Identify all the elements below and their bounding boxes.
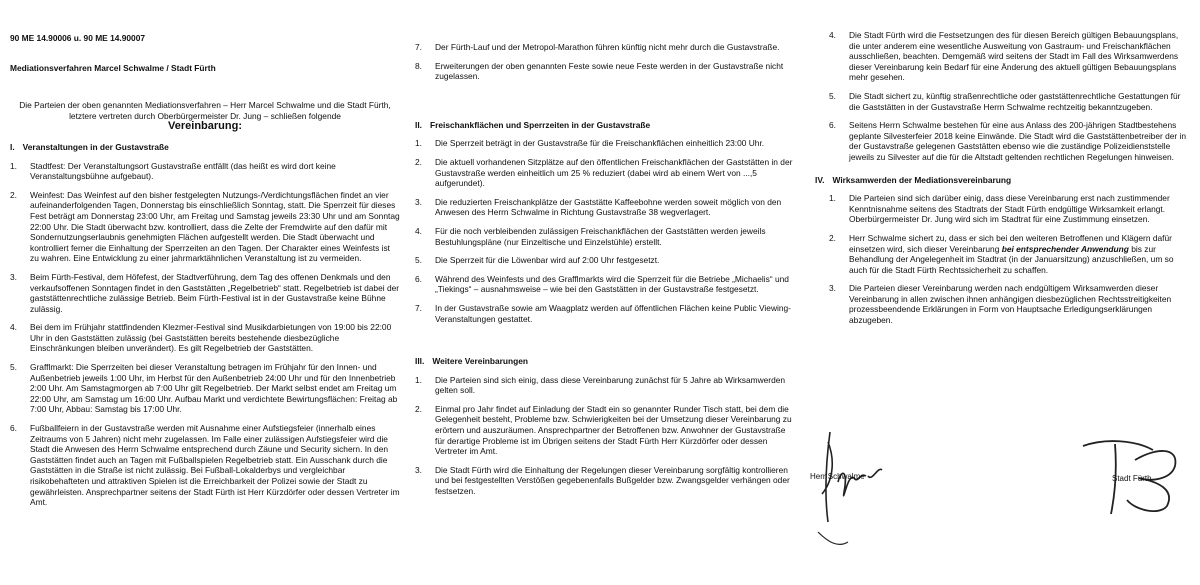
list-item: 1. Die Sperrzeit beträgt in der Gustavstraße für die Freischankflächen einheitlich 23:00 Uhr. <box>415 138 765 149</box>
list-item: 2. Die aktuell vorhandenen Sitzplätze auf den öffentlichen Freischankflächen der Gaststätten in der Gustavstraße werden einheitlich um 25 % reduziert (dabei wird ab einem Wert von ...,5 aufgerundet). <box>415 156 793 189</box>
signature-label-right: Stadt Fürth <box>1112 474 1152 483</box>
section-4-list <box>815 193 1190 326</box>
list-item: 6. Fußballfeiern in der Gustavstraße werden mit Ausnahme einer Aufstiegsfeier (innerhalb eines Zeitraums von 5 Jahren) nicht mehr zugelassen. Im Falle einer zulässigen Aufstiegsfeier wird die Stadt die Anwesen des Herrn Schwalme entsprechend durch Zäune und Security sichern. In den Gaststätten findet auch an Tagen mit Fußballspielen Regelbetrieb statt. Ein Ausschank durch die Gaststätten in die Straße ist nicht zulässig. Bei Fußball-Lokalderbys und vergleichbar risikobehafteten und attraktiven Spielen ist die Erreichbarkeit der Polizei sowie der Stadt zu gewährleisten. Ansprechpartner seitens der Stadt Fürth ist Herr Kürzdörfer oder dessen Vertreter im Amt. <box>10 423 400 508</box>
section-1-continued <box>415 42 793 82</box>
list-item: 5. Grafflmarkt: Die Sperrzeiten bei dieser Veranstaltung betragen im Frühjahr für den Innen- und Außenbetrieb jeweils 1:00 Uhr, im Herbst für den Außenbetrieb 24:00 Uhr und für den Innenbetrieb 2:00 Uhr. Am Samstagmorgen ab 7:00 Uhr gilt Regelbetrieb. Der Markt selbst endet am Freitag um 22:00 Uhr, am Samstag um 16:00 Uhr. Aufbau Markt und verdichtete Bewirtungsflächen: Freitag ab 7:00 Uhr, Abbau: Samstag bis 17:00 Uhr. <box>10 362 398 415</box>
file-reference: 90 ME 14.90006 u. 90 ME 14.90007 <box>10 33 146 43</box>
list-item: 7. In der Gustavstraße sowie am Waagplatz werden auf öffentlichen Flächen keine Public Viewing-Veranstaltungen gestattet. <box>415 302 791 324</box>
list-item: 2. Einmal pro Jahr findet auf Einladung der Stadt ein so genannter Runder Tisch statt, bei dem die Gelegenheit besteht, Probleme bzw. Schwierigkeiten bei der Umsetzung dieser Vereinbarung zu erörtern und auszuräumen. Ansprechpartner der Betroffenen bzw. Anwohner der Gustavstraße für derartige Probleme ist im Übrigen seitens der Stadt Fürth Herr Kürzdörfer oder dessen Vertreter im Amt. <box>415 403 792 457</box>
list-item: 3. Die reduzierten Freischankplätze der Gaststätte Kaffeebohne werden soweit möglich von den Anwesen des Herrn Schwalme in Richtung Gustavstraße 38 wegverlagert. <box>415 196 782 218</box>
list-item: 7. Der Fürth-Lauf und der Metropol-Marathon führen künftig nicht mehr durch die Gustavstraße. <box>415 42 780 52</box>
list-item: 6. Während des Weinfests und des Grafflmarkts wird die Sperrzeit für die Betriebe „Michaelis“ und „Tiekings“ – ausnahmsweise – wie bei den Gaststätten in der Gustavstraße festgesetzt. <box>415 273 789 295</box>
list-item: 4. Für die noch verbleibenden zulässigen Freischankflächen der Gaststätten werden jeweils Bestuhlungspläne (nur Einzeltische und Einzelstühle) erstellt. <box>415 225 766 247</box>
list-item: 5. Die Stadt sichert zu, künftig straßenrechtliche oder gaststättenrechtliche Gestattungen für die Gaststätten in der Gustavstraße Herrn Schwalme rechtzeitig bekanntzugeben. <box>829 90 1181 112</box>
list-item: 5. Die Sperrzeit für die Löwenbar wird auf 2:00 Uhr festgesetzt. <box>415 255 660 266</box>
list-item: 4. Bei dem im Frühjahr stattfindenden Klezmer-Festival sind Musikdarbietungen von 19:00 bis 22:00 Uhr in den Gaststätten zulässig (bei Gaststätten bereits bestehende diesbezügliche Einschränkungen bleiben unverändert). Es gilt Regelbetrieb der Gaststätten. <box>10 322 392 354</box>
list-item: 6. Seitens Herrn Schwalme bestehen für eine aus Anlass des 200-jährigen Stadtbestehens geplante Silvesterfeier 2018 keine Einwände. Die Stadt wird die Gaststättenbetreiber der in der Gustavstraße gelegenen Gaststätten ebenso wie die zuständige Polizeidienststelle jeweils zu Silvester auf die für die Altstadt geltenden rechtlichen Regelungen hinweisen. <box>829 120 1187 162</box>
list-item: 1. Die Parteien sind sich darüber einig, dass diese Vereinbarung erst nach zustimmender Kenntnisnahme seitens des Stadtrats der Stadt Fürth endgültige Wirksamkeit erlangt. Oberbürgermeister Dr. Jung wird sich im Stadtrat für eine Zustimmung einsetzen. <box>829 193 1170 225</box>
list-item: 2. Herr Schwalme sichert zu, dass er sich bei den weiteren Betroffenen und Klägern dafür einsetzen wird, sich dieser Vereinbarung bei entsprechender Anwendung bis zur Behandlung der Angelegenheit im Stadtrat (in der Januarsitzung) anzuschließen, um so auch für die Stadt Fürth Rechtssicherheit zu schaffen. <box>829 232 1174 275</box>
list-item: 2. Weinfest: Das Weinfest auf den bisher festgelegten Nutzungs-/Verdichtungsflächen findet an vier aufeinanderfolgenden Tagen, Donnerstag bis einschließlich Sonntag, statt. Die Sperrzeit für dieses Fest beträgt am Donnerstag 23:00 Uhr, am Freitag und Samstag jeweils 23:30 Uhr und am Sonntag 22:00 Uhr. Die Stadt überwacht bzw. kontrolliert, dass die Zelte der Fremdwirte auf den dafür mit Sondernutzungserlaubnis genehmigten Flächen aufgestellt werden. Die Stadt überwacht und kontrolliert ferner die Einhaltung der Sperrzeiten an den Tagen. Der Charakter eines Weinfests ist zu wahren. Eine Entwicklung zu einer jahrmarktähnlichen Veranstaltung ist zu vermeiden. <box>10 189 400 264</box>
list-item: 3. Die Parteien dieser Vereinbarung werden nach endgültigem Wirksamwerden dieser Vereinbarung in allen zwischen ihnen anhängigen diesbezüglichen Rechtsstreitigkeiten prozessbeendende Erklärungen in Form von Hauptsache Erledigungserklärungen abzugeben. <box>829 283 1172 326</box>
section-heading-3: III. Weitere Vereinbarungen <box>415 356 529 367</box>
column-left <box>10 0 400 585</box>
list-item: 1. Die Parteien sind sich einig, dass diese Vereinbarung zunächst für 5 Jahre ab Wirksamwerden gelten soll. <box>415 374 786 396</box>
section-3-list <box>415 375 793 497</box>
section-2-list <box>415 138 793 324</box>
list-item: 4. Die Stadt Fürth wird die Festsetzungen des für diesen Bereich gültigen Bebauungsplans, die unter anderem eine wesentliche Ausweitung von Gastraum- und Freischankflächen ausschließen, beachten. Demgemäß wird seitens der Stadt im Fall des Wirksamwerdens dieser Vereinbarung kein Bedarf für eine Änderung des aktuell gültigen Bebauungsplans mehr gesehen. <box>829 30 1179 83</box>
section-heading-1: I. Veranstaltungen in der Gustavstraße <box>10 141 169 152</box>
list-item: 8. Erweiterungen der oben genannten Feste sowie neue Feste werden in der Gustavstraße nicht zugelassen. <box>415 60 784 82</box>
list-item: 3. Die Stadt Fürth wird die Einhaltung der Regelungen dieser Vereinbarung sorgfältig kontrollieren und bei festgestellten Verstößen gegebenenfalls Bußgelder bzw. Zwangsgelder verhängen oder festsetzen. <box>415 464 790 497</box>
column-middle <box>415 0 793 585</box>
signature-left <box>808 412 898 552</box>
section-1-list <box>10 161 400 508</box>
intro-paragraph: Die Parteien der oben genannten Mediationsverfahren – Herr Marcel Schwalme und die Stadt Fürth, letztere vertreten durch Oberbürgermeister Dr. Jung – schließen folgende <box>19 100 391 121</box>
document-title: Vereinbarung: <box>168 120 242 133</box>
list-item: 3. Beim Fürth-Festival, dem Höfefest, der Stadtverführung, dem Tag des offenen Denkmals und den verkaufsoffenen Sonntagen findet in den Gaststätten „Regelbetrieb“ statt. Regelbetrieb ist dabei der gaststättenrechtliche zulässige Betrieb. Beim Fürth-Festival ist in der Gustavstraße keine Bühne zulässig. <box>10 271 400 314</box>
section-heading-2: II. Freischankflächen und Sperrzeiten in der Gustavstraße <box>415 119 651 130</box>
list-item: 1. Stadtfest: Der Veranstaltungsort Gustavstraße entfällt (das heißt es wird dort keine Veranstaltungsbühne aufgebaut). <box>10 160 336 182</box>
section-heading-4: IV. Wirksamwerden der Mediationsvereinbarung <box>815 174 1012 185</box>
section-3-continued <box>815 30 1190 163</box>
document-subject: Mediationsverfahren Marcel Schwalme / Stadt Fürth <box>10 62 216 73</box>
signature-label-left: Herr Schwalme <box>810 472 865 481</box>
